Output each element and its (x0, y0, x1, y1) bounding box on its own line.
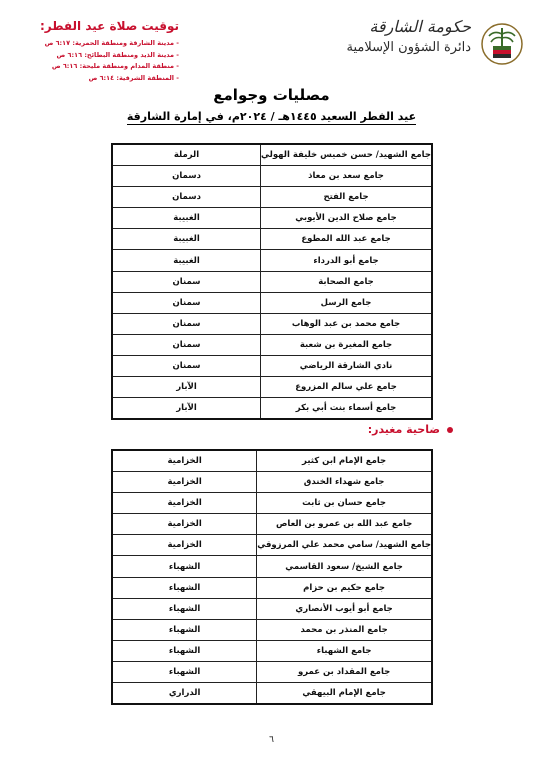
section-heading-text: ضاحية مغيدر: (367, 423, 440, 436)
table-row (112, 313, 432, 334)
table-row (112, 292, 432, 313)
area-cell: الخزامية (112, 450, 257, 472)
area-cell: الشهباء (112, 619, 257, 640)
mosque-name-cell: جامع المغيرة بن شعبة (261, 334, 432, 355)
org-subtitle: دائرة الشؤون الإسلامية (346, 40, 471, 55)
mosque-name-cell: جامع صلاح الدين الأيوبي (261, 208, 432, 229)
area-cell: الشهباء (112, 577, 257, 598)
area-cell: الشهباء (112, 598, 257, 619)
area-cell: الآبار (112, 377, 261, 398)
table-row (112, 355, 432, 376)
area-cell: سمنان (112, 313, 261, 334)
mosque-name-cell: جامع الإمام البيهقي (257, 683, 432, 705)
prayer-time-line: - مدينة الذيد ومنطقة البطائح: ٦:١٦ ص (56, 50, 179, 59)
table-row (112, 577, 432, 598)
mosque-name-cell: جامع الشهباء (257, 640, 432, 661)
table-row (112, 271, 432, 292)
prayer-times-title: توقيت صلاة عيد الفطر: (39, 19, 179, 33)
area-cell: دسمان (112, 166, 261, 187)
area-cell: الخزامية (112, 493, 257, 514)
table-row (112, 661, 432, 682)
table-row (112, 493, 432, 514)
table-row (112, 334, 432, 355)
table-row (112, 535, 432, 556)
mosque-name-cell: جامع المنذر بن محمد (257, 619, 432, 640)
page-number: ٦ (269, 735, 274, 745)
area-cell: الخزامية (112, 472, 257, 493)
table-row (112, 229, 432, 250)
page-subtitle-text: عيد الفطر السعيد ١٤٤٥هـ / ٢٠٢٤م، في إمارة الشارقة (126, 110, 417, 123)
mosque-name-cell: جامع الصحابة (261, 271, 432, 292)
table-row (112, 640, 432, 661)
mosque-name-cell: جامع أبو أيوب الأنصاري (257, 598, 432, 619)
mosque-name-cell: جامع محمد بن عبد الوهاب (261, 313, 432, 334)
mosque-name-cell: جامع علي سالم المزروع (261, 377, 432, 398)
mosque-name-cell: جامع الإمام ابن كثير (257, 450, 432, 472)
mosque-name-cell: جامع الشهيد/ حسن خميس خليفة الهولي (261, 144, 432, 166)
area-cell: الغبيبة (112, 229, 261, 250)
area-cell: الدراري (112, 683, 257, 705)
table-row (112, 250, 432, 271)
table-row (112, 208, 432, 229)
page-title: مصليات وجوامع (213, 86, 330, 104)
area-cell: الغبيبة (112, 208, 261, 229)
mosque-name-cell: جامع الشهيد/ سامي محمد علي المرزوقي (257, 535, 432, 556)
mosque-name-cell: جامع المقداد بن عمرو (257, 661, 432, 682)
table-row (112, 619, 432, 640)
mosques-table-1 (111, 143, 433, 420)
mosque-name-cell: جامع أبو الدرداء (261, 250, 432, 271)
mosque-name-cell: جامع سعد بن معاذ (261, 166, 432, 187)
area-cell: سمنان (112, 334, 261, 355)
table-row (112, 514, 432, 535)
table-row (112, 472, 432, 493)
area-cell: الغبيبة (112, 250, 261, 271)
table-row (112, 144, 432, 166)
mosque-name-cell: جامع حسان بن ثابت (257, 493, 432, 514)
table-row (112, 683, 432, 705)
mosque-name-cell: جامع الفتح (261, 187, 432, 208)
area-cell: الخزامية (112, 514, 257, 535)
area-cell: الشهباء (112, 556, 257, 577)
area-cell: الشهباء (112, 640, 257, 661)
page-subtitle (0, 110, 543, 123)
prayer-time-line: - مدينة الشارقة ومنطقة الحمرية: ٦:١٧ ص (44, 39, 179, 47)
area-cell: الخزامية (112, 535, 257, 556)
area-cell: سمنان (112, 271, 261, 292)
area-cell: سمنان (112, 355, 261, 376)
mosque-name-cell: جامع أسماء بنت أبي بكر (261, 398, 432, 420)
mosques-table-2 (111, 449, 433, 705)
mosque-name-cell: جامع عبد الله المطوع (261, 229, 432, 250)
table-row (112, 187, 432, 208)
table-row (112, 556, 432, 577)
area-cell: الرملة (112, 144, 261, 166)
prayer-time-line: - المنطقة الشرقية: ٦:١٤ ص (88, 73, 179, 82)
area-cell: سمنان (112, 292, 261, 313)
prayer-time-line: - منطقة المدام ومنطقة مليحة: ٦:١٦ ص (51, 62, 179, 70)
table-row (112, 598, 432, 619)
mosque-name-cell: جامع عبد الله بن عمرو بن العاص (257, 514, 432, 535)
mosque-name-cell: نادي الشارقة الرياضي (261, 355, 432, 376)
mosque-name-cell: جامع شهداء الخندق (257, 472, 432, 493)
table-row (112, 398, 432, 420)
area-cell: الآبار (112, 398, 261, 420)
area-cell: الشهباء (112, 661, 257, 682)
mosque-name-cell: جامع الشيخ/ سعود القاسمي (257, 556, 432, 577)
table-row (112, 377, 432, 398)
org-title: حكومة الشارقة (369, 17, 471, 36)
mosque-name-cell: جامع الرسل (261, 292, 432, 313)
table-row (112, 166, 432, 187)
section-heading (368, 423, 453, 436)
sharjah-emblem-icon (480, 22, 524, 66)
table-row (112, 450, 432, 472)
area-cell: دسمان (112, 187, 261, 208)
bullet-icon (447, 427, 453, 433)
prayer-times-box (14, 18, 179, 84)
mosque-name-cell: جامع حكيم بن حزام (257, 577, 432, 598)
